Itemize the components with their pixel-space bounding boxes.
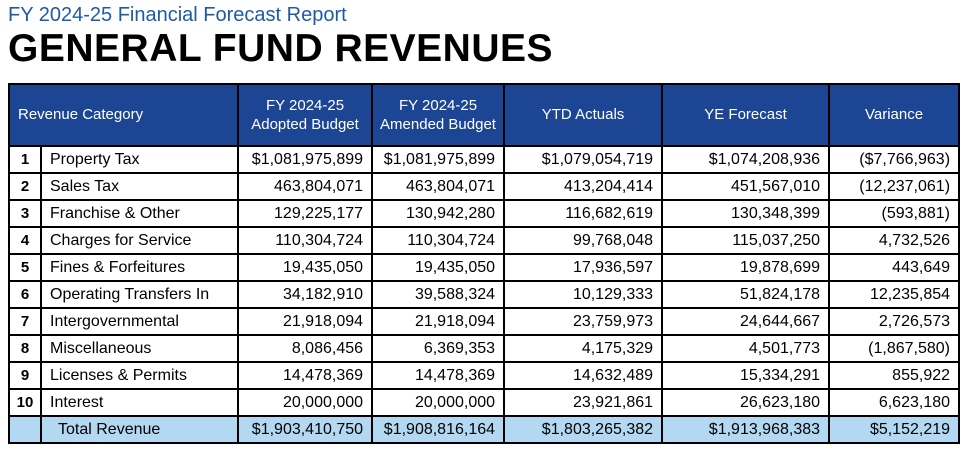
amended-budget-cell: 6,369,353 bbox=[372, 335, 504, 362]
category-cell: Licenses & Permits bbox=[41, 362, 238, 389]
row-number: 8 bbox=[9, 335, 41, 362]
category-cell: Operating Transfers In bbox=[41, 281, 238, 308]
table-row bbox=[9, 227, 959, 254]
amended-budget-cell: 20,000,000 bbox=[372, 389, 504, 416]
table-row bbox=[9, 308, 959, 335]
column-header-adopted-budget: FY 2024-25 Adopted Budget bbox=[238, 84, 372, 146]
table-row bbox=[9, 173, 959, 200]
ytd-actuals-cell: 4,175,329 bbox=[504, 335, 662, 362]
row-number: 10 bbox=[9, 389, 41, 416]
adopted-budget-cell: 110,304,724 bbox=[238, 227, 372, 254]
ytd-actuals-cell: 413,204,414 bbox=[504, 173, 662, 200]
column-header-ytd-actuals: YTD Actuals bbox=[504, 84, 662, 146]
amended-budget-cell: 21,918,094 bbox=[372, 308, 504, 335]
ye-forecast-cell: 130,348,399 bbox=[662, 200, 829, 227]
category-cell: Fines & Forfeitures bbox=[41, 254, 238, 281]
variance-cell: 6,623,180 bbox=[829, 389, 959, 416]
revenue-table bbox=[8, 83, 960, 444]
category-cell: Charges for Service bbox=[41, 227, 238, 254]
variance-cell: (12,237,061) bbox=[829, 173, 959, 200]
variance-cell: 12,235,854 bbox=[829, 281, 959, 308]
report-subtitle: FY 2024-25 Financial Forecast Report bbox=[8, 4, 347, 26]
table-header-row bbox=[9, 84, 959, 146]
ye-forecast-cell: 451,567,010 bbox=[662, 173, 829, 200]
adopted-budget-cell: 20,000,000 bbox=[238, 389, 372, 416]
total-adopted-budget-cell: $1,903,410,750 bbox=[238, 416, 372, 443]
table-row bbox=[9, 200, 959, 227]
amended-budget-cell: 39,588,324 bbox=[372, 281, 504, 308]
row-number: 5 bbox=[9, 254, 41, 281]
table-row bbox=[9, 362, 959, 389]
ytd-actuals-cell: 116,682,619 bbox=[504, 200, 662, 227]
row-number: 1 bbox=[9, 146, 41, 173]
adopted-budget-cell: 8,086,456 bbox=[238, 335, 372, 362]
amended-budget-cell: 130,942,280 bbox=[372, 200, 504, 227]
ytd-actuals-cell: 23,759,973 bbox=[504, 308, 662, 335]
total-row-number-cell bbox=[9, 416, 41, 443]
total-row bbox=[9, 416, 959, 443]
column-header-ye-forecast: YE Forecast bbox=[662, 84, 829, 146]
table-body bbox=[9, 146, 959, 416]
amended-budget-cell: $1,081,975,899 bbox=[372, 146, 504, 173]
variance-cell: 2,726,573 bbox=[829, 308, 959, 335]
variance-cell: (1,867,580) bbox=[829, 335, 959, 362]
total-label: Total Revenue bbox=[41, 416, 238, 443]
category-cell: Interest bbox=[41, 389, 238, 416]
ye-forecast-cell: 19,878,699 bbox=[662, 254, 829, 281]
row-number: 2 bbox=[9, 173, 41, 200]
adopted-budget-cell: 34,182,910 bbox=[238, 281, 372, 308]
ye-forecast-cell: 4,501,773 bbox=[662, 335, 829, 362]
ye-forecast-cell: $1,074,208,936 bbox=[662, 146, 829, 173]
page-title: GENERAL FUND REVENUES bbox=[8, 27, 554, 70]
adopted-budget-cell: 14,478,369 bbox=[238, 362, 372, 389]
column-header-amended-budget: FY 2024-25 Amended Budget bbox=[372, 84, 504, 146]
amended-budget-cell: 19,435,050 bbox=[372, 254, 504, 281]
column-header-variance: Variance bbox=[829, 84, 959, 146]
row-number: 9 bbox=[9, 362, 41, 389]
row-number: 3 bbox=[9, 200, 41, 227]
variance-cell: (593,881) bbox=[829, 200, 959, 227]
table-row bbox=[9, 146, 959, 173]
amended-budget-cell: 110,304,724 bbox=[372, 227, 504, 254]
table-row bbox=[9, 389, 959, 416]
ytd-actuals-cell: 99,768,048 bbox=[504, 227, 662, 254]
adopted-budget-cell: 129,225,177 bbox=[238, 200, 372, 227]
variance-cell: ($7,766,963) bbox=[829, 146, 959, 173]
table-row bbox=[9, 281, 959, 308]
total-amended-budget-cell: $1,908,816,164 bbox=[372, 416, 504, 443]
ye-forecast-cell: 51,824,178 bbox=[662, 281, 829, 308]
total-ye-forecast-cell: $1,913,968,383 bbox=[662, 416, 829, 443]
ytd-actuals-cell: 10,129,333 bbox=[504, 281, 662, 308]
ytd-actuals-cell: 14,632,489 bbox=[504, 362, 662, 389]
row-number: 4 bbox=[9, 227, 41, 254]
table-row bbox=[9, 254, 959, 281]
ye-forecast-cell: 15,334,291 bbox=[662, 362, 829, 389]
row-number: 7 bbox=[9, 308, 41, 335]
variance-cell: 4,732,526 bbox=[829, 227, 959, 254]
amended-budget-cell: 463,804,071 bbox=[372, 173, 504, 200]
ye-forecast-cell: 115,037,250 bbox=[662, 227, 829, 254]
total-ytd-actuals-cell: $1,803,265,382 bbox=[504, 416, 662, 443]
adopted-budget-cell: $1,081,975,899 bbox=[238, 146, 372, 173]
ytd-actuals-cell: 17,936,597 bbox=[504, 254, 662, 281]
adopted-budget-cell: 21,918,094 bbox=[238, 308, 372, 335]
ytd-actuals-cell: 23,921,861 bbox=[504, 389, 662, 416]
ye-forecast-cell: 24,644,667 bbox=[662, 308, 829, 335]
ytd-actuals-cell: $1,079,054,719 bbox=[504, 146, 662, 173]
category-cell: Sales Tax bbox=[41, 173, 238, 200]
ye-forecast-cell: 26,623,180 bbox=[662, 389, 829, 416]
total-variance-cell: $5,152,219 bbox=[829, 416, 959, 443]
category-cell: Property Tax bbox=[41, 146, 238, 173]
adopted-budget-cell: 463,804,071 bbox=[238, 173, 372, 200]
category-cell: Franchise & Other bbox=[41, 200, 238, 227]
column-header-category: Revenue Category bbox=[9, 84, 238, 146]
amended-budget-cell: 14,478,369 bbox=[372, 362, 504, 389]
variance-cell: 855,922 bbox=[829, 362, 959, 389]
variance-cell: 443,649 bbox=[829, 254, 959, 281]
adopted-budget-cell: 19,435,050 bbox=[238, 254, 372, 281]
category-cell: Miscellaneous bbox=[41, 335, 238, 362]
row-number: 6 bbox=[9, 281, 41, 308]
table-row bbox=[9, 335, 959, 362]
category-cell: Intergovernmental bbox=[41, 308, 238, 335]
